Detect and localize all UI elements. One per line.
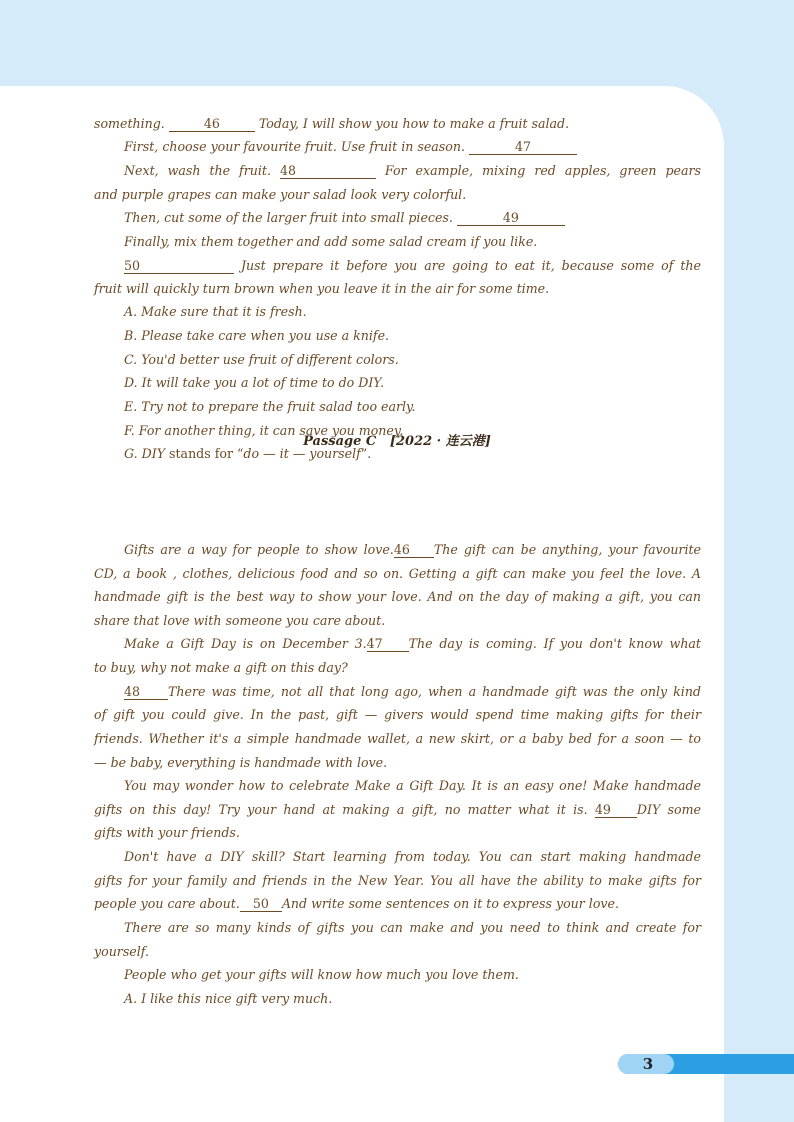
blank-50: 50 xyxy=(124,259,234,274)
text-line: 48 There was time, not all that long ago, when a handmade gift was the only kind xyxy=(124,684,701,699)
blank-49: 49 xyxy=(595,803,637,818)
passage-c-heading xyxy=(0,430,794,449)
text-line: Gifts are a way for people to show love.46 The gift can be anything, your favourite xyxy=(124,542,701,557)
text-line: share that love with someone you care about. xyxy=(94,613,386,628)
blank-49: 49 xyxy=(457,211,565,226)
option-item: G. DIY stands for “do — it — yourself”. xyxy=(124,446,372,461)
text-line: CD, a book , clothes, delicious food and so on. Getting a gift can make you feel the love. A xyxy=(94,566,701,581)
option-item: F. For another thing, it can save you money. xyxy=(124,423,404,438)
blank-47: 47 xyxy=(367,637,409,652)
text-line: something. 46 Today, I will show you how to make a fruit salad. xyxy=(94,116,570,131)
text-line: yourself. xyxy=(94,944,149,959)
blank-50: 50 xyxy=(240,897,282,912)
blank-48: 48 xyxy=(124,685,168,700)
blank-46: 46 xyxy=(394,543,434,558)
text-line: Make a Gift Day is on December 3.47 The day is coming. If you don't know what xyxy=(124,636,701,651)
passage-title: Passage C xyxy=(303,434,377,449)
blank-46: 46 xyxy=(169,117,255,132)
text-line: gifts for your family and friends in the New Year. You all have the ability to make gifts for xyxy=(94,873,701,888)
text-line: friends. Whether it's a simple handmade wallet, a new skirt, or a baby bed for a soon — to xyxy=(94,731,701,746)
passage-source: [2022 · 连云港] xyxy=(389,434,491,449)
text-line: fruit will quickly turn brown when you leave it in the air for some time. xyxy=(94,281,550,296)
text-line: You may wonder how to celebrate Make a Gift Day. It is an easy one! Make handmade xyxy=(124,778,701,793)
option-item: B. Please take care when you use a knife. xyxy=(124,328,390,343)
text-line: Then, cut some of the larger fruit into small pieces. 49 xyxy=(124,209,701,227)
blank-48: 48 xyxy=(280,164,376,179)
text-line: — be baby, everything is handmade with love. xyxy=(94,755,388,770)
text-line: of gift you could give. In the past, gift — givers would spend time making gifts for their xyxy=(94,707,701,722)
text-line: Don't have a DIY skill? Start learning from today. You can start making handmade xyxy=(124,849,701,864)
option-item: D. It will take you a lot of time to do DIY. xyxy=(124,375,385,390)
text-line: People who get your gifts will know how much you love them. xyxy=(124,967,519,982)
page-number: 3 xyxy=(642,1055,654,1073)
text-line: First, choose your favourite fruit. Use fruit in season. 47 xyxy=(124,138,701,156)
text-line: gifts with your friends. xyxy=(94,825,240,840)
option-item: E. Try not to prepare the fruit salad too early. xyxy=(124,399,416,414)
text-line: people you care about. 50 And write some sentences on it to express your love. xyxy=(94,896,619,911)
blank-47: 47 xyxy=(469,140,577,155)
text-line: Next, wash the fruit. 48 For example, mixing red apples, green pears xyxy=(124,163,701,178)
text-line: handmade gift is the best way to show your love. And on the day of making a gift, you can xyxy=(94,589,701,604)
text-line: gifts on this day! Try your hand at making a gift, no matter what it is. 49 DIY some xyxy=(94,802,701,817)
text-line: 50 Just prepare it before you are going to eat it, because some of the xyxy=(124,258,701,273)
text-line: Finally, mix them together and add some salad cream if you like. xyxy=(124,234,538,249)
text-line: and purple grapes can make your salad look very colorful. xyxy=(94,187,467,202)
option-item: C. You'd better use fruit of different colors. xyxy=(124,352,399,367)
text-line: to buy, why not make a gift on this day? xyxy=(94,660,348,675)
option-item: A. Make sure that it is fresh. xyxy=(124,304,307,319)
option-item: A. I like this nice gift very much. xyxy=(124,991,333,1006)
text-line: There are so many kinds of gifts you can make and you need to think and create for xyxy=(124,920,701,935)
